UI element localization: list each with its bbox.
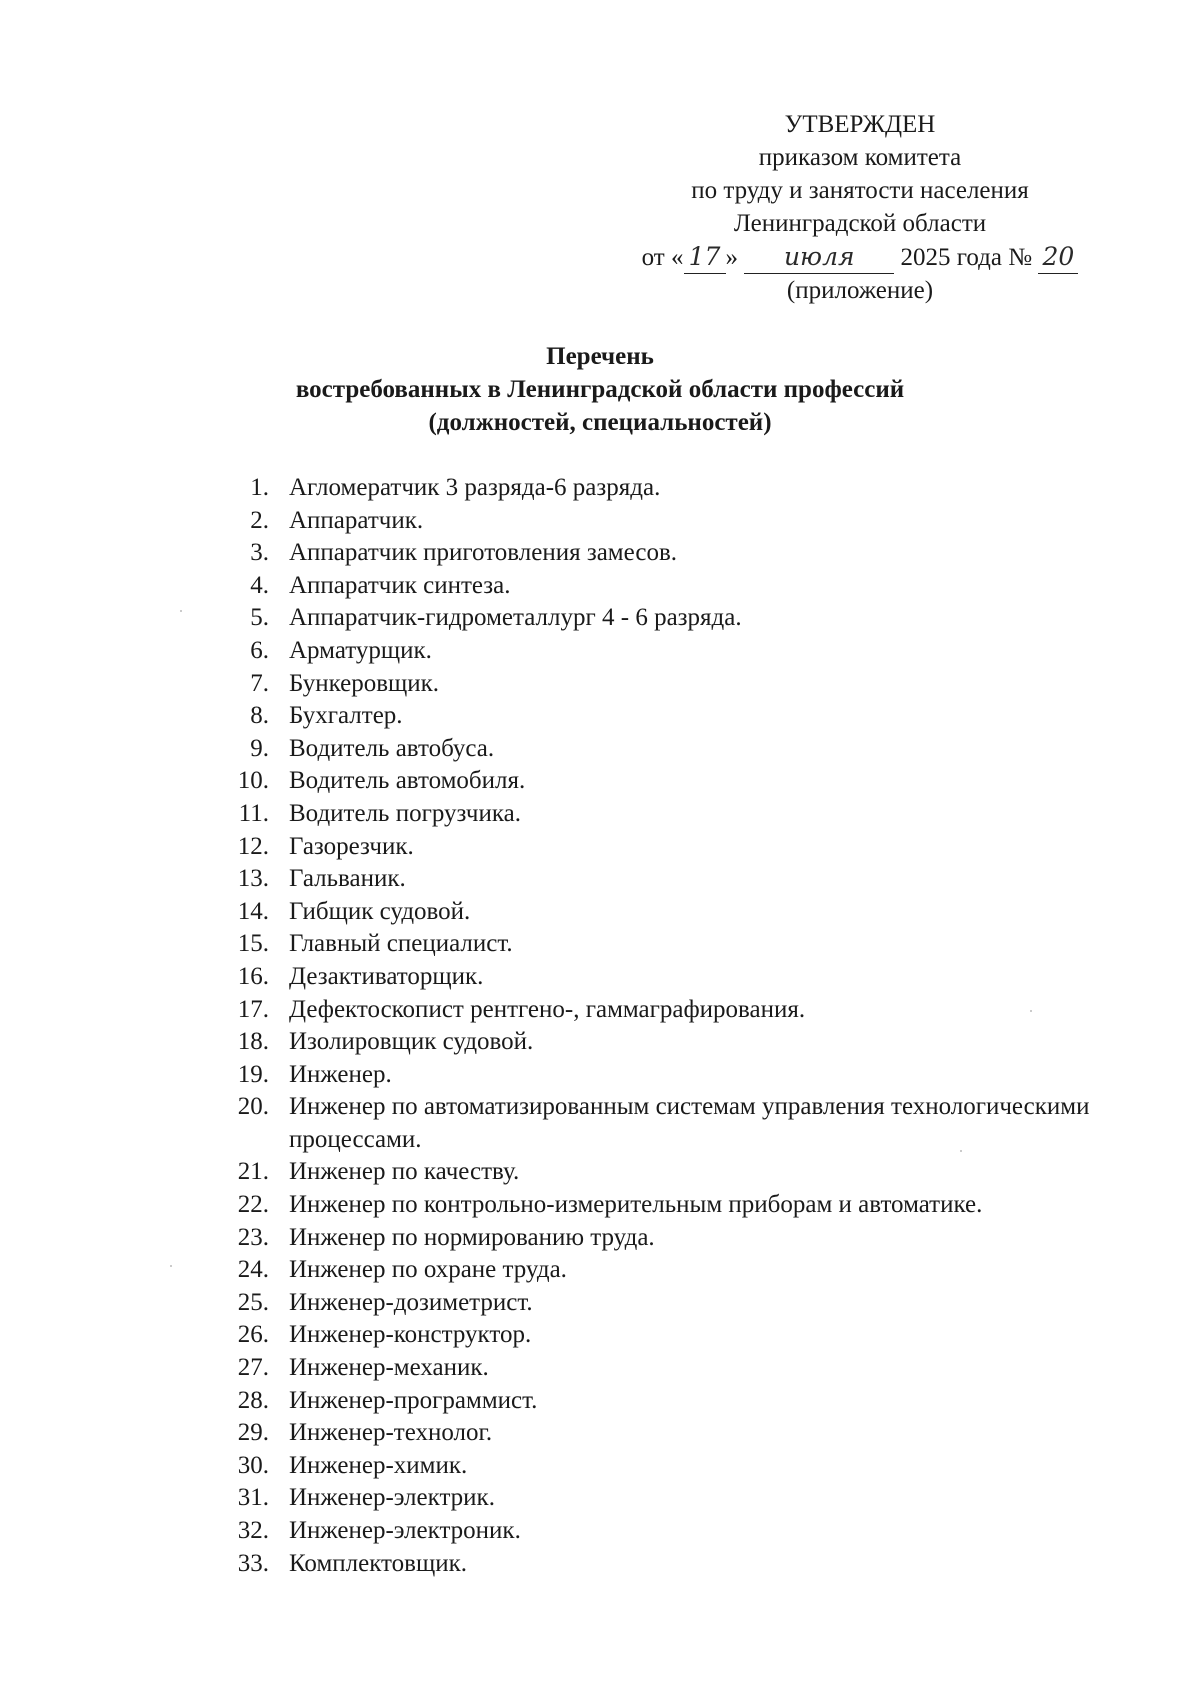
list-item: [225, 505, 1125, 538]
list-item: [225, 1515, 1125, 1548]
list-item: [225, 602, 1125, 635]
title-line-3: (должностей, специальностей): [428, 409, 772, 436]
list-item-number: 18.: [237, 1028, 269, 1056]
list-item: [225, 831, 1125, 864]
list-item-number: 19.: [237, 1060, 269, 1088]
scan-speck: [180, 610, 182, 612]
list-item-text: Бухгалтер.: [289, 702, 403, 730]
list-item-text: Инженер-конструктор.: [289, 1321, 532, 1349]
list-item-number: 16.: [237, 962, 269, 990]
list-item-text: Инженер по автоматизированным системам управления технологическими процессами.: [289, 1093, 1090, 1153]
list-item-number: 22.: [237, 1191, 269, 1219]
list-item: [225, 765, 1125, 798]
list-item-text: Водитель автомобиля.: [289, 767, 526, 795]
list-item: [225, 1026, 1125, 1059]
list-item-number: 6.: [250, 636, 269, 664]
list-item-number: 14.: [237, 897, 269, 925]
profession-list: [225, 472, 1125, 1580]
list-item-text: Арматурщик.: [289, 636, 432, 664]
list-item-text: Инженер по качеству.: [289, 1158, 520, 1186]
list-item: [225, 1482, 1125, 1515]
handwritten-month: июля: [744, 240, 894, 274]
list-item-number: 17.: [237, 995, 269, 1023]
list-item-text: Газорезчик.: [289, 832, 414, 860]
list-item-text: Инженер-дозиметрист.: [289, 1288, 533, 1316]
list-item-number: 24.: [237, 1256, 269, 1284]
list-item: [225, 961, 1125, 994]
list-item-text: Агломератчик 3 разряда-6 разряда.: [289, 474, 661, 501]
scan-speck: [170, 1265, 172, 1267]
list-item-number: 15.: [237, 930, 269, 958]
list-item-text: Инженер.: [289, 1060, 392, 1088]
list-item: [225, 700, 1125, 733]
approval-line-region: Ленинградской области: [733, 210, 987, 237]
list-item: [225, 1059, 1125, 1092]
list-item-text: Водитель автобуса.: [289, 734, 495, 762]
approval-line-committee: по труду и занятости населения: [691, 177, 1029, 204]
list-item-text: Инженер-механик.: [289, 1354, 489, 1382]
list-item: [225, 733, 1125, 766]
list-item-text: Дезактиваторщик.: [289, 962, 484, 990]
approval-line-order: приказом комитета: [758, 144, 962, 171]
list-item-text: Инженер-электроник.: [289, 1517, 521, 1544]
list-item: [225, 1287, 1125, 1320]
list-item-text: Инженер-программист.: [289, 1386, 538, 1414]
list-item: [225, 1385, 1125, 1418]
list-item-number: 10.: [237, 767, 269, 795]
list-item-number: 23.: [237, 1223, 269, 1251]
list-item-text: Гибщик судовой.: [289, 897, 471, 925]
list-item: [225, 1222, 1125, 1255]
list-item: [225, 570, 1125, 603]
approval-heading: УТВЕРЖДЕН: [784, 111, 936, 138]
list-item-number: 11.: [238, 799, 269, 827]
list-item-number: 20.: [237, 1093, 269, 1121]
list-item-number: 12.: [237, 832, 269, 860]
list-item-text: Водитель погрузчика.: [289, 799, 521, 827]
list-item: [225, 1352, 1125, 1385]
list-item-number: 30.: [237, 1451, 269, 1479]
list-item-text: Гальваник.: [289, 865, 406, 893]
list-item-text: Аппаратчик-гидрометаллург 4 - 6 разряда.: [289, 604, 742, 632]
list-item-number: 3.: [250, 539, 269, 567]
list-item: [225, 863, 1125, 896]
list-item-number: 26.: [237, 1321, 269, 1349]
list-item: [225, 1189, 1125, 1222]
title-line-2: востребованных в Ленинградской области профессий: [295, 376, 905, 403]
list-item-number: 21.: [237, 1158, 269, 1186]
list-item: [225, 994, 1125, 1027]
list-item: [225, 635, 1125, 668]
list-item-text: Изолировщик судовой.: [289, 1028, 534, 1056]
list-item-number: 27.: [237, 1354, 269, 1382]
list-item-text: Инженер-химик.: [289, 1451, 468, 1479]
list-item-text: Комплектовщик.: [289, 1549, 467, 1577]
list-item-text: Аппаратчик приготовления замесов.: [289, 539, 678, 567]
list-item-text: Главный специалист.: [289, 930, 513, 958]
list-item-number: 29.: [237, 1419, 269, 1447]
list-item-text: Аппаратчик.: [289, 506, 424, 534]
list-item-text: Инженер по нормированию труда.: [289, 1223, 655, 1251]
approval-note: (приложение): [786, 277, 934, 304]
list-item-text: Инженер-технолог.: [289, 1419, 493, 1447]
list-item: [225, 1254, 1125, 1287]
list-item: [225, 896, 1125, 929]
title-line-1: Перечень: [546, 343, 654, 370]
list-item-text: Бункеровщик.: [289, 669, 440, 697]
list-item-number: 1.: [250, 474, 269, 501]
list-item: [225, 537, 1125, 570]
list-item-number: 33.: [237, 1549, 269, 1577]
list-item: [225, 928, 1125, 961]
scan-speck: [960, 1150, 962, 1152]
list-item-number: 5.: [250, 604, 269, 632]
list-item: [225, 668, 1125, 701]
scan-speck: [1030, 1010, 1032, 1012]
list-item: [225, 1319, 1125, 1352]
list-item-text: Инженер по контрольно-измерительным приборам и автоматике.: [289, 1191, 983, 1219]
list-item-text: Аппаратчик синтеза.: [289, 571, 511, 599]
date-mid: »: [725, 244, 738, 271]
list-item-text: Инженер по охране труда.: [289, 1256, 567, 1284]
list-item-text: Инженер-электрик.: [289, 1484, 495, 1512]
approval-block: [600, 108, 1120, 307]
list-item: [225, 798, 1125, 831]
list-item-number: 32.: [237, 1517, 269, 1544]
approval-date-line: [600, 240, 1120, 274]
list-item: [225, 1156, 1125, 1189]
document-title: [0, 340, 1200, 439]
list-item-text: Дефектоскопист рентгено-, гаммаграфирования.: [289, 995, 806, 1023]
list-item-number: 13.: [237, 865, 269, 893]
list-item-number: 8.: [250, 702, 269, 730]
list-item: [225, 472, 1125, 505]
date-prefix: от «: [641, 244, 684, 271]
list-item: [225, 1548, 1125, 1581]
handwritten-day: 17: [684, 240, 726, 274]
list-item-number: 2.: [250, 506, 269, 534]
list-item-number: 31.: [237, 1484, 269, 1512]
list-item: [225, 1417, 1125, 1450]
list-item-number: 9.: [250, 734, 269, 762]
list-item: [225, 1450, 1125, 1483]
list-item-number: 25.: [237, 1288, 269, 1316]
list-item-number: 7.: [250, 669, 269, 697]
handwritten-order-number: 20: [1038, 240, 1078, 274]
list-item-number: 28.: [237, 1386, 269, 1414]
date-year: 2025 года №: [900, 244, 1033, 271]
list-item: [225, 1091, 1125, 1156]
list-item-number: 4.: [250, 571, 269, 599]
